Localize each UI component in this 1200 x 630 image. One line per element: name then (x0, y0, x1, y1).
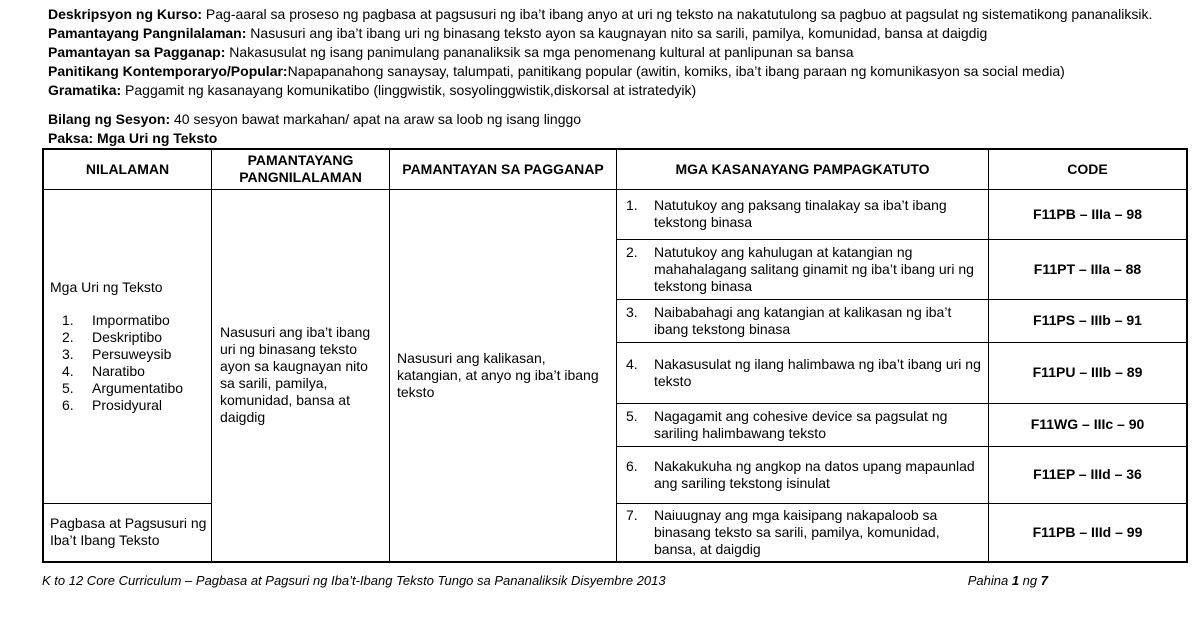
footer-of-label: ng (1022, 572, 1038, 588)
header-mga-kasanayang-pampagkatuto: MGA KASANAYANG PAMPAGKATUTO (617, 149, 989, 189)
standard-panitikan (48, 62, 1160, 81)
table-row (43, 189, 1187, 239)
list-item-number: 5. (62, 379, 74, 396)
competency-cell (617, 342, 989, 403)
standard-pangnilalaman (48, 24, 1160, 43)
code-cell: F11EP – IIId – 36 (989, 446, 1188, 503)
list-item-number: 6. (62, 396, 74, 413)
list-item (50, 380, 209, 397)
list-item (50, 397, 209, 414)
code-cell: F11PB – IIIa – 98 (989, 189, 1188, 239)
competency-number: 4. (626, 355, 638, 372)
pangnilalaman-cell: Nasusuri ang iba’t ibang uri ng binasang teksto ayon sa kaugnayan nito sa sarili, pamilya, komunidad, bansa at daigdig (212, 189, 390, 562)
competency-number: 5. (626, 407, 638, 424)
list-item-label: Argumentatibo (92, 379, 184, 396)
competency-text: Nakakukuha ng angkop na datos upang mapaunlad ang sariling tekstong isinulat (654, 457, 975, 491)
competency-number: 6. (626, 457, 638, 474)
competency-cell (617, 446, 989, 503)
standard-pangnilalaman-text: Nasusuri ang iba’t ibang uri ng binasang teksto ayon sa kaugnayan nito sa sarili, pamilya, komunidad, bansa at daigdig (246, 25, 988, 41)
competency-text: Naiuugnay ang mga kaisipang nakapaloob sa binasang teksto sa sarili, pamilya, komunidad, bansa, at daigdig (654, 506, 940, 557)
standards-block (48, 24, 1160, 100)
session-count-label: Bilang ng Sesyon: (48, 111, 171, 127)
intro-block (48, 5, 1160, 148)
topic-title: Paksa: Mga Uri ng Teksto (48, 130, 218, 146)
competency-cell (617, 299, 989, 342)
standard-gramatika-text: Paggamit ng kasanayang komunikatibo (linggwistik, sosyolinggwistik,diskorsal at istratedyik) (121, 82, 697, 98)
code-cell: F11WG – IIIc – 90 (989, 403, 1188, 446)
footer-pahina-label: Pahina (967, 572, 1009, 588)
footer-document-title: K to 12 Core Curriculum – Pagbasa at Pagsuri ng Iba’t-Ibang Teksto Tungo sa Pananaliksik Disyembre 2013 (42, 572, 666, 588)
competency-text: Natutukoy ang paksang tinalakay sa iba’t ibang tekstong binasa (654, 197, 947, 230)
header-pamantayang-pangnilalaman: PAMANTAYANG PANGNILALAMAN (212, 149, 390, 189)
list-item-label: Naratibo (92, 362, 145, 379)
list-item (50, 329, 209, 346)
list-item-label: Persuweysib (92, 345, 172, 362)
competency-text: Naibabahagi ang katangian at kalikasan ng iba’t ibang tekstong binasa (654, 303, 952, 337)
footer-page-indicator (968, 573, 1048, 589)
competency-cell (617, 403, 989, 446)
course-description (48, 5, 1160, 24)
code-cell: F11PS – IIIb – 91 (989, 299, 1188, 342)
competency-number: 7. (626, 506, 638, 523)
code-cell: F11PB – IIId – 99 (989, 503, 1188, 562)
nilalaman-cell (43, 189, 212, 503)
list-item-number: 4. (62, 362, 74, 379)
footer-page-number: 1 (1011, 572, 1020, 588)
standard-panitikan-label: Panitikang Kontemporaryo/Popular: (48, 63, 288, 79)
list-item (50, 346, 209, 363)
header-code: CODE (989, 149, 1188, 189)
pagganap-cell: Nasusuri ang kalikasan, katangian, at anyo ng iba’t ibang teksto (390, 189, 617, 562)
curriculum-table (42, 148, 1188, 563)
list-item (50, 363, 209, 380)
standard-panitikan-text: Napapanahong sanaysay, talumpati, panitikang popular (awitin, komiks, iba’t ibang paraan ng komunikasyon sa social media) (287, 63, 1065, 79)
session-count-text: 40 sesyon bawat markahan/ apat na araw sa loob ng isang linggo (170, 111, 582, 127)
table-header-row (43, 149, 1187, 189)
competency-text: Natutukoy ang kahulugan at katangian ng mahahalagang salitang ginamit ng iba’t ibang uri ng tekstong binasa (654, 243, 974, 294)
standard-gramatika-label: Gramatika: (48, 82, 122, 98)
nilalaman-title: Mga Uri ng Teksto (50, 278, 163, 295)
header-pamantayan-sa-pagganap: PAMANTAYAN SA PAGGANAP (390, 149, 617, 189)
competency-cell (617, 239, 989, 299)
list-item-label: Prosidyural (92, 396, 163, 413)
competency-text: Nagagamit ang cohesive device sa pagsulat ng sariling halimbawang teksto (654, 407, 948, 441)
standard-pagganap-text: Nakasusulat ng isang panimulang pananaliksik sa mga penomenang kultural at panlipunan sa bansa (225, 44, 854, 60)
session-count (48, 110, 1160, 129)
course-description-label: Deskripsyon ng Kurso: (48, 6, 203, 22)
footer-total-pages: 7 (1040, 572, 1048, 588)
competency-number: 3. (626, 303, 638, 320)
list-item-number: 3. (62, 345, 74, 362)
competency-number: 2. (626, 243, 638, 260)
course-description-text: Pag-aaral sa proseso ng pagbasa at pagsusuri ng iba’t ibang anyo at uri ng teksto na nakatutulong sa pagbuo at pagsulat ng sistematikong pananaliksik. (202, 6, 1153, 22)
page-footer (42, 573, 1160, 589)
list-item (50, 312, 209, 329)
competency-cell (617, 189, 989, 239)
standard-gramatika (48, 81, 1160, 100)
header-nilalaman: NILALAMAN (43, 149, 212, 189)
code-cell: F11PT – IIIa – 88 (989, 239, 1188, 299)
competency-text: Nakasusulat ng ilang halimbawa ng iba’t ibang uri ng teksto (654, 355, 981, 389)
competency-number: 1. (626, 197, 638, 213)
list-item-number: 2. (62, 328, 74, 345)
standard-pagganap (48, 43, 1160, 62)
nilalaman-bottom-cell: Pagbasa at Pagsusuri ng Iba’t Ibang Teksto (43, 503, 212, 562)
competency-cell (617, 503, 989, 562)
list-item-label: Deskriptibo (92, 328, 163, 345)
standard-pagganap-label: Pamantayan sa Pagganap: (48, 44, 226, 60)
list-item-label: Impormatibo (92, 311, 170, 328)
standard-pangnilalaman-label: Pamantayang Pangnilalaman: (48, 25, 247, 41)
code-cell: F11PU – IIIb – 89 (989, 342, 1188, 403)
list-item-number: 1. (62, 311, 74, 328)
